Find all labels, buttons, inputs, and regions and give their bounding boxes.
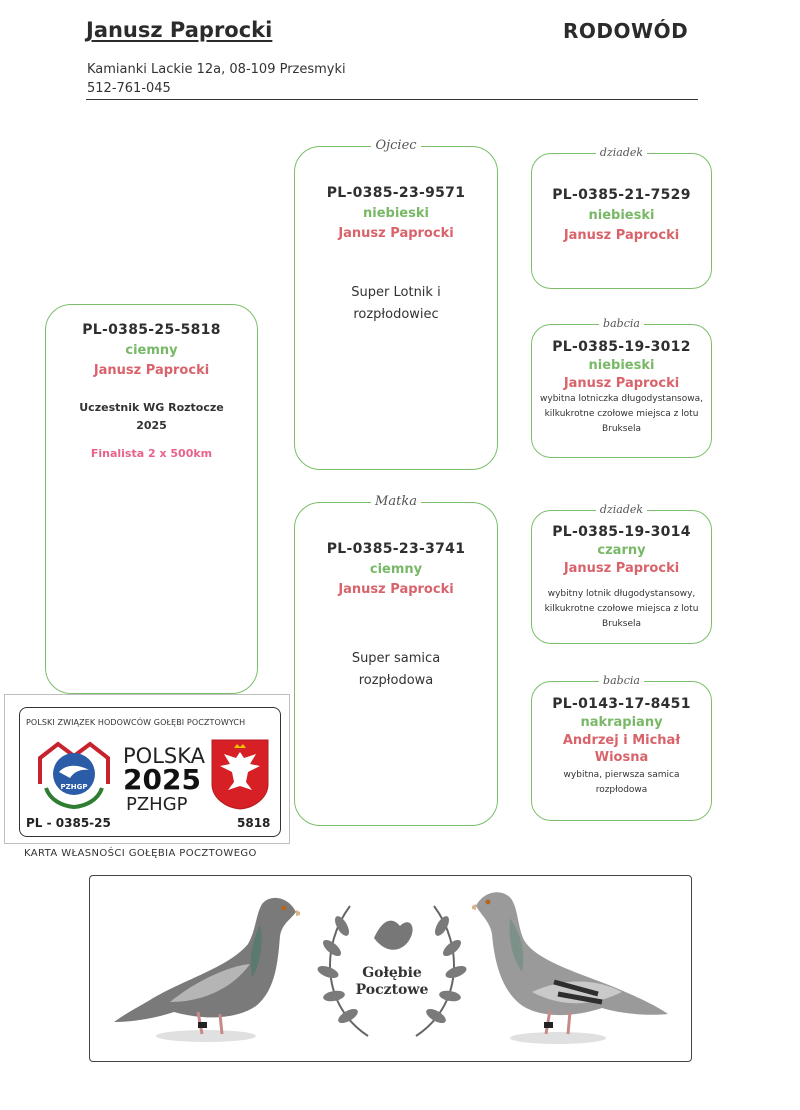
subject-breeder: Janusz Paprocki xyxy=(93,363,210,378)
ownership-card-frame xyxy=(19,707,281,837)
card-org: PZHGP xyxy=(126,794,188,815)
mother-grandfather-card xyxy=(531,503,712,644)
mother-note: Super samica rozpłodowa xyxy=(351,651,441,688)
svg-text:PZHGP: PZHGP xyxy=(60,783,88,791)
subject-note: Uczestnik WG Roztocze 2025 xyxy=(79,401,224,432)
father-grandmother-card xyxy=(531,317,712,458)
header-divider xyxy=(86,99,698,100)
pzhgp-logo xyxy=(34,734,114,812)
father-grandfather-card xyxy=(531,146,712,289)
father-grandmother-breeder: Janusz Paprocki xyxy=(563,376,680,391)
father-card xyxy=(294,138,498,470)
mother-ring: PL-0385-23-3741 xyxy=(326,541,466,557)
father-grandmother-label: babcia xyxy=(532,317,711,330)
mother-grandfather-note: wybitny lotnik długodystansowy, kilkukrotne czołowe miejsca z lotu Bruksela xyxy=(544,589,699,629)
father-color: niebieski xyxy=(363,206,429,221)
polish-eagle-emblem xyxy=(210,738,270,810)
father-grandmother-note: wybitna lotniczka długodystansowa, kilkukrotne czołowe miejsca z lotu Bruksela xyxy=(540,394,703,434)
banner-title-line1: Gołębie xyxy=(362,965,422,981)
father-grandfather-color: niebieski xyxy=(588,208,655,223)
father-grandmother-ring: PL-0385-19-3012 xyxy=(552,339,691,355)
subject-ring: PL-0385-25-5818 xyxy=(82,322,221,338)
mother-color: ciemny xyxy=(369,562,423,577)
pigeons-banner xyxy=(89,875,692,1062)
mother-grandmother-color: nakrapiany xyxy=(580,715,663,730)
father-grandfather-ring: PL-0385-21-7529 xyxy=(552,187,691,203)
card-ring-prefix: PL - 0385-25 xyxy=(26,816,111,830)
owner-phone: 512-761-045 xyxy=(87,81,171,96)
mother-grandmother-label: babcia xyxy=(532,674,711,687)
right-pigeon-illustration xyxy=(472,882,672,1052)
mother-grandfather-label: dziadek xyxy=(532,503,711,516)
card-ring-number: 5818 xyxy=(237,816,271,830)
card-country: POLSKA xyxy=(123,744,205,768)
father-breeder: Janusz Paprocki xyxy=(338,226,454,241)
owner-name: Janusz Paprocki xyxy=(86,18,273,42)
father-note: Super Lotnik i rozpłodowiec xyxy=(351,285,441,322)
subject-color: ciemny xyxy=(125,343,178,358)
association-name: POLSKI ZWIĄZEK HODOWCÓW GOŁĘBI POCZTOWYCH xyxy=(26,718,246,727)
mother-grandmother-ring: PL-0143-17-8451 xyxy=(552,696,691,712)
father-grandfather-breeder: Janusz Paprocki xyxy=(563,228,680,243)
mother-grandmother-card xyxy=(531,674,712,821)
mother-grandmother-breeder: Andrzej i Michał Wiosna xyxy=(562,733,681,765)
mother-card xyxy=(294,494,498,826)
mother-grandfather-color: czarny xyxy=(597,543,646,558)
subject-achievement: Finalista 2 x 500km xyxy=(90,447,213,460)
left-pigeon-illustration xyxy=(110,884,300,1049)
subject-card xyxy=(45,304,258,694)
father-grandmother-color: niebieski xyxy=(588,358,655,373)
owner-address: Kamianki Lackie 12a, 08-109 Przesmyki xyxy=(87,62,346,77)
father-grandfather-label: dziadek xyxy=(532,146,711,159)
mother-grandmother-note: wybitna, pierwsza samica rozpłodowa xyxy=(563,770,680,795)
card-year: 2025 xyxy=(123,763,201,796)
mother-grandfather-breeder: Janusz Paprocki xyxy=(563,561,680,576)
ownership-card-caption: KARTA WŁASNOŚCI GOŁĘBIA POCZTOWEGO xyxy=(24,848,257,859)
ownership-card xyxy=(4,694,290,844)
banner-title-line2: Pocztowe xyxy=(355,982,429,998)
father-label: Ojciec xyxy=(295,138,497,153)
mother-breeder: Janusz Paprocki xyxy=(338,582,454,597)
document-title: RODOWÓD xyxy=(563,19,689,43)
mother-label: Matka xyxy=(295,494,497,509)
father-ring: PL-0385-23-9571 xyxy=(326,185,466,201)
mother-grandfather-ring: PL-0385-19-3014 xyxy=(552,524,691,540)
